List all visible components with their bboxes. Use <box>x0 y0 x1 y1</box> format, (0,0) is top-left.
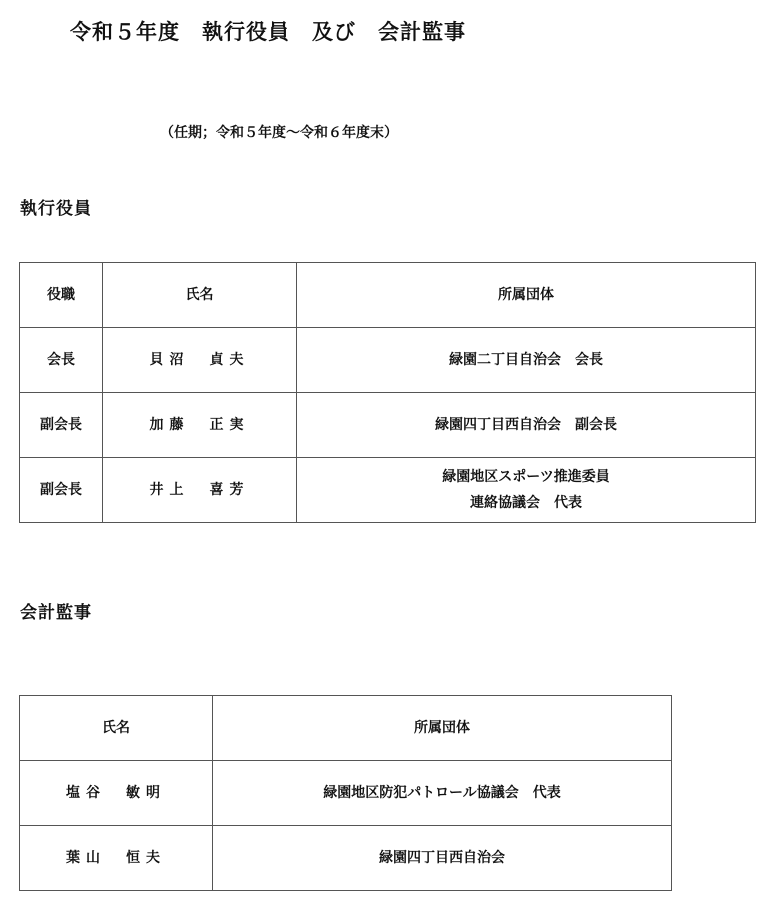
header-name: 氏名 <box>103 263 297 328</box>
officers-header-row <box>20 263 756 328</box>
table-row <box>20 826 672 891</box>
officer-role: 副会長 <box>20 458 103 523</box>
page-title: 令和５年度 執行役員 及び 会計監事 <box>70 20 466 44</box>
auditor-name: 塩谷 敏明 <box>20 761 213 826</box>
table-row <box>20 761 672 826</box>
auditors-heading: 会計監事 <box>20 603 92 623</box>
header-organization: 所属団体 <box>213 696 672 761</box>
officers-table <box>19 262 756 523</box>
officer-role: 副会長 <box>20 393 103 458</box>
auditors-table <box>19 695 672 891</box>
officer-name: 井上 喜芳 <box>103 458 297 523</box>
auditor-organization: 緑園地区防犯パトロール協議会 代表 <box>213 761 672 826</box>
officer-name: 貝沼 貞夫 <box>103 328 297 393</box>
auditor-name: 葉山 恒夫 <box>20 826 213 891</box>
header-organization: 所属団体 <box>297 263 756 328</box>
officer-organization: 緑園二丁目自治会 会長 <box>297 328 756 393</box>
officer-name: 加藤 正実 <box>103 393 297 458</box>
term-note: （任期；令和５年度～令和６年度末） <box>160 125 398 141</box>
table-row <box>20 458 756 523</box>
header-name: 氏名 <box>20 696 213 761</box>
auditors-header-row <box>20 696 672 761</box>
officer-organization: 緑園地区スポーツ推進委員 連絡協議会 代表 <box>297 458 756 523</box>
header-role: 役職 <box>20 263 103 328</box>
officer-organization: 緑園四丁目西自治会 副会長 <box>297 393 756 458</box>
table-row <box>20 393 756 458</box>
officer-role: 会長 <box>20 328 103 393</box>
auditor-organization: 緑園四丁目西自治会 <box>213 826 672 891</box>
table-row <box>20 328 756 393</box>
officers-heading: 執行役員 <box>20 199 92 219</box>
